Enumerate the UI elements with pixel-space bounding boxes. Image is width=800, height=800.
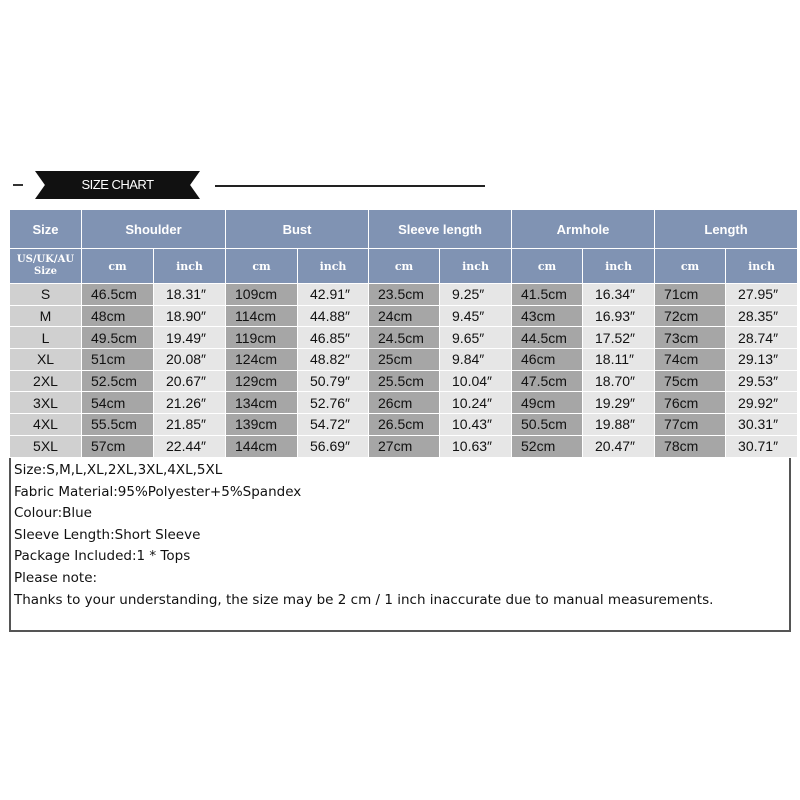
cm-cell: 49.5cm [82, 327, 154, 349]
size-cell: S [10, 284, 82, 306]
size-header: Size [10, 210, 82, 249]
unit-cm: cm [82, 249, 154, 284]
size-cell: 3XL [10, 392, 82, 414]
inch-cell: 20.47″ [583, 435, 655, 457]
inch-cell: 52.76″ [298, 392, 369, 414]
cm-cell: 25.5cm [369, 370, 440, 392]
inch-cell: 9.45″ [440, 305, 512, 327]
inch-cell: 10.63″ [440, 435, 512, 457]
table-row [10, 392, 798, 414]
size-table [9, 209, 798, 458]
header-armhole: Armhole [512, 210, 655, 249]
note-line: Package Included:1 * Tops [14, 548, 191, 565]
cm-cell: 51cm [82, 349, 154, 371]
table-header-row [10, 210, 798, 249]
inch-cell: 21.26″ [154, 392, 226, 414]
size-chart-title-bar [10, 171, 490, 201]
size-cell: L [10, 327, 82, 349]
unit-inch: inch [440, 249, 512, 284]
inch-cell: 42.91″ [298, 284, 369, 306]
size-cell: M [10, 305, 82, 327]
inch-cell: 10.04″ [440, 370, 512, 392]
inch-cell: 48.82″ [298, 349, 369, 371]
table-row [10, 327, 798, 349]
cm-cell: 57cm [82, 435, 154, 457]
cm-cell: 78cm [655, 435, 726, 457]
unit-inch: inch [726, 249, 798, 284]
title-dash [13, 184, 23, 186]
cm-cell: 25cm [369, 349, 440, 371]
cm-cell: 43cm [512, 305, 583, 327]
cm-cell: 77cm [655, 414, 726, 436]
inch-cell: 29.13″ [726, 349, 798, 371]
size-region-label [10, 249, 82, 284]
header-length: Length [655, 210, 798, 249]
note-line: Size:S,M,L,XL,2XL,3XL,4XL,5XL [14, 462, 223, 478]
inch-cell: 56.69″ [298, 435, 369, 457]
cm-cell: 46.5cm [82, 284, 154, 306]
note-line: Please note: [14, 569, 98, 586]
table-row [10, 414, 798, 436]
cm-cell: 71cm [655, 284, 726, 306]
cm-cell: 27cm [369, 435, 440, 457]
note-line: Colour:Blue [14, 505, 92, 522]
inch-cell: 18.11″ [583, 349, 655, 371]
cm-cell: 73cm [655, 327, 726, 349]
inch-cell: 19.29″ [583, 392, 655, 414]
size-chart-title: SIZE CHART [81, 177, 154, 192]
cm-cell: 119cm [226, 327, 298, 349]
cm-cell: 54cm [82, 392, 154, 414]
cm-cell: 52cm [512, 435, 583, 457]
cm-cell: 50.5cm [512, 414, 583, 436]
cm-cell: 44.5cm [512, 327, 583, 349]
size-region: US/UK/AU [16, 254, 75, 265]
cm-cell: 124cm [226, 349, 298, 371]
cm-cell: 24.5cm [369, 327, 440, 349]
cm-cell: 144cm [226, 435, 298, 457]
cm-cell: 41.5cm [512, 284, 583, 306]
unit-inch: inch [154, 249, 226, 284]
inch-cell: 20.67″ [154, 370, 226, 392]
inch-cell: 9.65″ [440, 327, 512, 349]
title-rule [215, 185, 485, 187]
cm-cell: 139cm [226, 414, 298, 436]
cm-cell: 55.5cm [82, 414, 154, 436]
unit-cm: cm [512, 249, 583, 284]
cm-cell: 52.5cm [82, 370, 154, 392]
unit-cm: cm [369, 249, 440, 284]
cm-cell: 109cm [226, 284, 298, 306]
inch-cell: 28.74″ [726, 327, 798, 349]
cm-cell: 47.5cm [512, 370, 583, 392]
cm-cell: 74cm [655, 349, 726, 371]
size-cell: XL [10, 349, 82, 371]
cm-cell: 48cm [82, 305, 154, 327]
inch-cell: 28.35″ [726, 305, 798, 327]
note-line: Sleeve Length:Short Sleeve [14, 526, 201, 543]
header-shoulder: Shoulder [82, 210, 226, 249]
table-row [10, 349, 798, 371]
inch-cell: 9.84″ [440, 349, 512, 371]
table-row [10, 370, 798, 392]
inch-cell: 16.93″ [583, 305, 655, 327]
inch-cell: 54.72″ [298, 414, 369, 436]
size-cell: 5XL [10, 435, 82, 457]
inch-cell: 20.08″ [154, 349, 226, 371]
inch-cell: 30.71″ [726, 435, 798, 457]
inch-cell: 29.92″ [726, 392, 798, 414]
table-row [10, 435, 798, 457]
cm-cell: 23.5cm [369, 284, 440, 306]
inch-cell: 9.25″ [440, 284, 512, 306]
cm-cell: 46cm [512, 349, 583, 371]
inch-cell: 27.95″ [726, 284, 798, 306]
unit-cm: cm [655, 249, 726, 284]
table-row [10, 284, 798, 306]
unit-inch: inch [583, 249, 655, 284]
cm-cell: 76cm [655, 392, 726, 414]
inch-cell: 18.31″ [154, 284, 226, 306]
size-cell: 2XL [10, 370, 82, 392]
cm-cell: 24cm [369, 305, 440, 327]
cm-cell: 49cm [512, 392, 583, 414]
inch-cell: 10.43″ [440, 414, 512, 436]
cm-cell: 129cm [226, 370, 298, 392]
cm-cell: 72cm [655, 305, 726, 327]
inch-cell: 30.31″ [726, 414, 798, 436]
size-region-size: Size [33, 266, 58, 277]
cm-cell: 26cm [369, 392, 440, 414]
inch-cell: 19.49″ [154, 327, 226, 349]
inch-cell: 18.90″ [154, 305, 226, 327]
header-sleeve-length: Sleeve length [369, 210, 512, 249]
inch-cell: 10.24″ [440, 392, 512, 414]
cm-cell: 75cm [655, 370, 726, 392]
note-line: Thanks to your understanding, the size may be 2 cm / 1 inch inaccurate due to manual measurements. [14, 591, 714, 608]
inch-cell: 29.53″ [726, 370, 798, 392]
unit-inch: inch [298, 249, 369, 284]
inch-cell: 50.79″ [298, 370, 369, 392]
inch-cell: 21.85″ [154, 414, 226, 436]
inch-cell: 18.70″ [583, 370, 655, 392]
table-body [10, 284, 798, 458]
inch-cell: 22.44″ [154, 435, 226, 457]
cm-cell: 26.5cm [369, 414, 440, 436]
inch-cell: 19.88″ [583, 414, 655, 436]
cm-cell: 114cm [226, 305, 298, 327]
inch-cell: 17.52″ [583, 327, 655, 349]
note-line: Fabric Material:95%Polyester+5%Spandex [14, 483, 302, 500]
inch-cell: 16.34″ [583, 284, 655, 306]
product-notes [14, 460, 784, 611]
header-bust: Bust [226, 210, 369, 249]
table-subheader-row [10, 249, 798, 284]
table-row [10, 305, 798, 327]
inch-cell: 46.85″ [298, 327, 369, 349]
unit-cm: cm [226, 249, 298, 284]
inch-cell: 44.88″ [298, 305, 369, 327]
size-cell: 4XL [10, 414, 82, 436]
cm-cell: 134cm [226, 392, 298, 414]
